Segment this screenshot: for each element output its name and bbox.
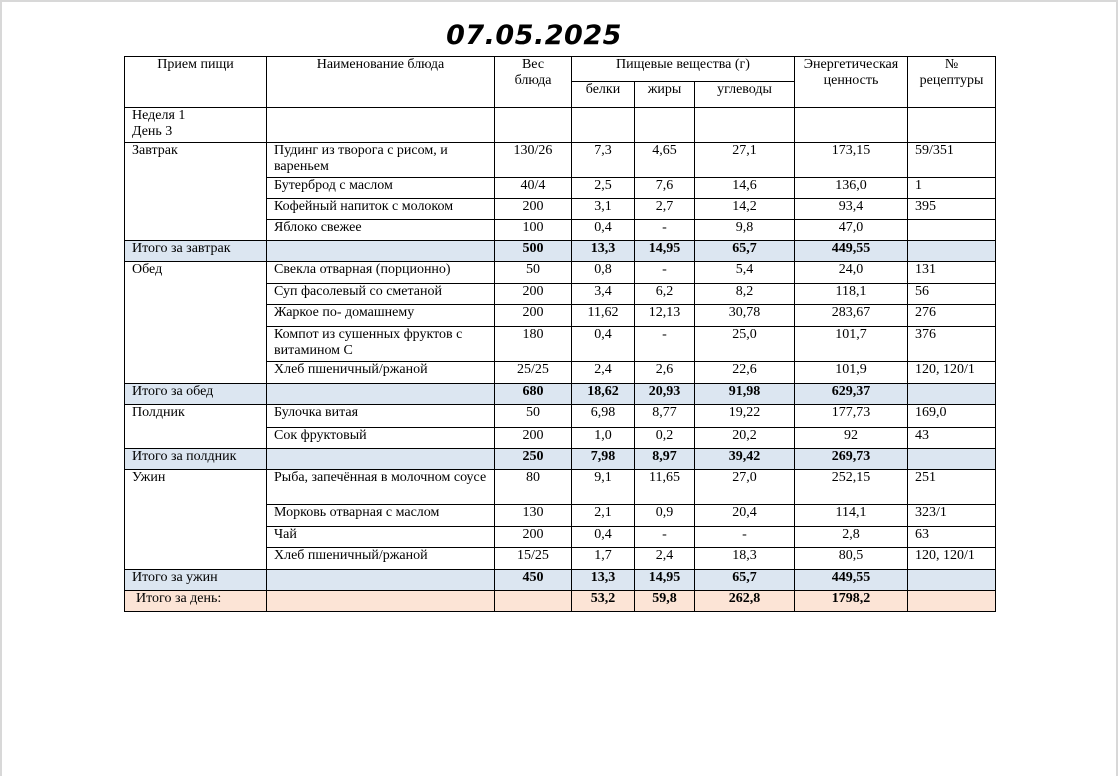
dish-protein: 0,4 <box>572 220 635 241</box>
dish-weight: 200 <box>495 199 572 220</box>
dish-carbs: - <box>695 527 795 548</box>
total-row-snack <box>125 449 996 470</box>
week-day-cell <box>125 108 267 143</box>
dish-carbs: 9,8 <box>695 220 795 241</box>
dish-weight: 80 <box>495 470 572 505</box>
total-fat: 14,95 <box>635 570 695 591</box>
total-energy: 629,37 <box>795 384 908 405</box>
dish-energy: 283,67 <box>795 305 908 327</box>
total-carbs: 65,7 <box>695 241 795 262</box>
total-energy: 449,55 <box>795 570 908 591</box>
dish-recipe: 169,0 <box>908 405 996 428</box>
dish-fat: 2,7 <box>635 199 695 220</box>
dish-protein: 11,62 <box>572 305 635 327</box>
dish-weight: 15/25 <box>495 548 572 570</box>
header-recipe: № рецептуры <box>908 57 996 108</box>
header-protein: белки <box>572 82 635 108</box>
dish-recipe: 59/351 <box>908 143 996 178</box>
dish-carbs: 5,4 <box>695 262 795 284</box>
dish-weight: 100 <box>495 220 572 241</box>
total-weight: 500 <box>495 241 572 262</box>
table-row <box>125 262 996 284</box>
dish-weight: 40/4 <box>495 178 572 199</box>
dish-fat: 2,4 <box>635 548 695 570</box>
dish-fat: - <box>635 527 695 548</box>
dish-protein: 2,1 <box>572 505 635 527</box>
dish-name: Рыба, запечённая в молочном соусе <box>267 470 495 505</box>
dish-carbs: 20,4 <box>695 505 795 527</box>
total-protein: 18,62 <box>572 384 635 405</box>
dish-recipe: 63 <box>908 527 996 548</box>
total-weight: 450 <box>495 570 572 591</box>
header-dish: Наименование блюда <box>267 57 495 108</box>
dish-fat: 7,6 <box>635 178 695 199</box>
total-label: Итого за ужин <box>125 570 267 591</box>
dish-carbs: 8,2 <box>695 284 795 305</box>
dish-energy: 24,0 <box>795 262 908 284</box>
dish-carbs: 30,78 <box>695 305 795 327</box>
dish-fat: - <box>635 220 695 241</box>
dish-carbs: 22,6 <box>695 362 795 384</box>
total-carbs: 65,7 <box>695 570 795 591</box>
total-carbs: 91,98 <box>695 384 795 405</box>
dish-energy: 101,7 <box>795 327 908 362</box>
dish-weight: 180 <box>495 327 572 362</box>
total-weight: 680 <box>495 384 572 405</box>
dish-recipe: 376 <box>908 327 996 362</box>
dish-carbs: 20,2 <box>695 428 795 449</box>
dish-weight: 200 <box>495 284 572 305</box>
header-weight: Вес блюда <box>495 57 572 108</box>
dish-energy: 92 <box>795 428 908 449</box>
total-row-dinner <box>125 570 996 591</box>
dish-name: Кофейный напиток с молоком <box>267 199 495 220</box>
dish-name: Яблоко свежее <box>267 220 495 241</box>
day-total-carbs: 262,8 <box>695 591 795 612</box>
total-fat: 20,93 <box>635 384 695 405</box>
dish-carbs: 25,0 <box>695 327 795 362</box>
total-label: Итого за обед <box>125 384 267 405</box>
dish-energy: 173,15 <box>795 143 908 178</box>
dish-energy: 118,1 <box>795 284 908 305</box>
header-nutrients: Пищевые вещества (г) <box>572 57 795 82</box>
dish-protein: 1,7 <box>572 548 635 570</box>
total-fat: 14,95 <box>635 241 695 262</box>
dish-name: Пудинг из творога с рисом, и вареньем <box>267 143 495 178</box>
dish-weight: 130 <box>495 505 572 527</box>
dish-energy: 93,4 <box>795 199 908 220</box>
total-energy: 449,55 <box>795 241 908 262</box>
dish-fat: 11,65 <box>635 470 695 505</box>
dish-fat: 0,9 <box>635 505 695 527</box>
meal-dinner: Ужин <box>125 470 267 570</box>
dish-name: Булочка витая <box>267 405 495 428</box>
total-carbs: 39,42 <box>695 449 795 470</box>
dish-energy: 47,0 <box>795 220 908 241</box>
day-label: День 3 <box>132 124 173 139</box>
total-row-lunch <box>125 384 996 405</box>
total-row-day <box>125 591 996 612</box>
day-total-fat: 59,8 <box>635 591 695 612</box>
header-energy: Энергетическая ценность <box>795 57 908 108</box>
dish-recipe: 251 <box>908 470 996 505</box>
meal-breakfast: Завтрак <box>125 143 267 241</box>
day-total-label: Итого за день: <box>125 591 267 612</box>
dish-carbs: 19,22 <box>695 405 795 428</box>
dish-energy: 177,73 <box>795 405 908 428</box>
dish-energy: 136,0 <box>795 178 908 199</box>
header-row <box>125 57 996 82</box>
dish-weight: 25/25 <box>495 362 572 384</box>
total-energy: 269,73 <box>795 449 908 470</box>
dish-name: Суп фасолевый со сметаной <box>267 284 495 305</box>
dish-protein: 2,4 <box>572 362 635 384</box>
total-fat: 8,97 <box>635 449 695 470</box>
dish-protein: 7,3 <box>572 143 635 178</box>
dish-energy: 80,5 <box>795 548 908 570</box>
dish-name: Бутерброд с маслом <box>267 178 495 199</box>
dish-name: Сок фруктовый <box>267 428 495 449</box>
dish-fat: - <box>635 262 695 284</box>
dish-recipe: 1 <box>908 178 996 199</box>
dish-fat: - <box>635 327 695 362</box>
dish-energy: 114,1 <box>795 505 908 527</box>
header-carbs: углеводы <box>695 82 795 108</box>
week-label: Неделя 1 <box>132 108 186 123</box>
dish-fat: 12,13 <box>635 305 695 327</box>
total-label: Итого за полдник <box>125 449 267 470</box>
menu-date: 07.05.2025 <box>446 20 622 51</box>
dish-fat: 8,77 <box>635 405 695 428</box>
dish-fat: 2,6 <box>635 362 695 384</box>
dish-weight: 50 <box>495 405 572 428</box>
dish-protein: 6,98 <box>572 405 635 428</box>
dish-carbs: 18,3 <box>695 548 795 570</box>
page-edge-top <box>0 0 1118 2</box>
total-label: Итого за завтрак <box>125 241 267 262</box>
total-weight: 250 <box>495 449 572 470</box>
dish-weight: 50 <box>495 262 572 284</box>
dish-recipe: 276 <box>908 305 996 327</box>
table-row <box>125 405 996 428</box>
dish-fat: 0,2 <box>635 428 695 449</box>
dish-carbs: 14,6 <box>695 178 795 199</box>
week-day-row <box>125 108 996 143</box>
header-meal: Прием пищи <box>125 57 267 108</box>
header-fat: жиры <box>635 82 695 108</box>
dish-name: Морковь отварная с маслом <box>267 505 495 527</box>
dish-name: Свекла отварная (порционно) <box>267 262 495 284</box>
dish-recipe: 323/1 <box>908 505 996 527</box>
dish-fat: 4,65 <box>635 143 695 178</box>
dish-protein: 3,4 <box>572 284 635 305</box>
dish-name: Хлеб пшеничный/ржаной <box>267 548 495 570</box>
dish-protein: 9,1 <box>572 470 635 505</box>
meal-snack: Полдник <box>125 405 267 449</box>
page-edge-left <box>0 0 2 776</box>
dish-recipe: 120, 120/1 <box>908 548 996 570</box>
dish-name: Компот из сушенных фруктов с витамином С <box>267 327 495 362</box>
dish-name: Хлеб пшеничный/ржаной <box>267 362 495 384</box>
dish-protein: 0,8 <box>572 262 635 284</box>
dish-carbs: 14,2 <box>695 199 795 220</box>
dish-name: Жаркое по- домашнему <box>267 305 495 327</box>
table-row <box>125 143 996 178</box>
dish-carbs: 27,1 <box>695 143 795 178</box>
dish-recipe <box>908 220 996 241</box>
dish-recipe: 56 <box>908 284 996 305</box>
dish-weight: 200 <box>495 527 572 548</box>
dish-recipe: 120, 120/1 <box>908 362 996 384</box>
dish-weight: 200 <box>495 428 572 449</box>
dish-carbs: 27,0 <box>695 470 795 505</box>
dish-recipe: 395 <box>908 199 996 220</box>
dish-fat: 6,2 <box>635 284 695 305</box>
dish-protein: 0,4 <box>572 327 635 362</box>
table-row <box>125 470 996 505</box>
dish-name: Чай <box>267 527 495 548</box>
dish-recipe: 131 <box>908 262 996 284</box>
menu-table <box>124 56 996 612</box>
dish-recipe: 43 <box>908 428 996 449</box>
day-total-protein: 53,2 <box>572 591 635 612</box>
total-protein: 7,98 <box>572 449 635 470</box>
day-total-energy: 1798,2 <box>795 591 908 612</box>
dish-protein: 3,1 <box>572 199 635 220</box>
dish-weight: 130/26 <box>495 143 572 178</box>
dish-energy: 2,8 <box>795 527 908 548</box>
dish-protein: 0,4 <box>572 527 635 548</box>
dish-protein: 2,5 <box>572 178 635 199</box>
dish-energy: 252,15 <box>795 470 908 505</box>
total-protein: 13,3 <box>572 241 635 262</box>
dish-protein: 1,0 <box>572 428 635 449</box>
total-row-breakfast <box>125 241 996 262</box>
meal-lunch: Обед <box>125 262 267 384</box>
total-protein: 13,3 <box>572 570 635 591</box>
dish-energy: 101,9 <box>795 362 908 384</box>
dish-weight: 200 <box>495 305 572 327</box>
